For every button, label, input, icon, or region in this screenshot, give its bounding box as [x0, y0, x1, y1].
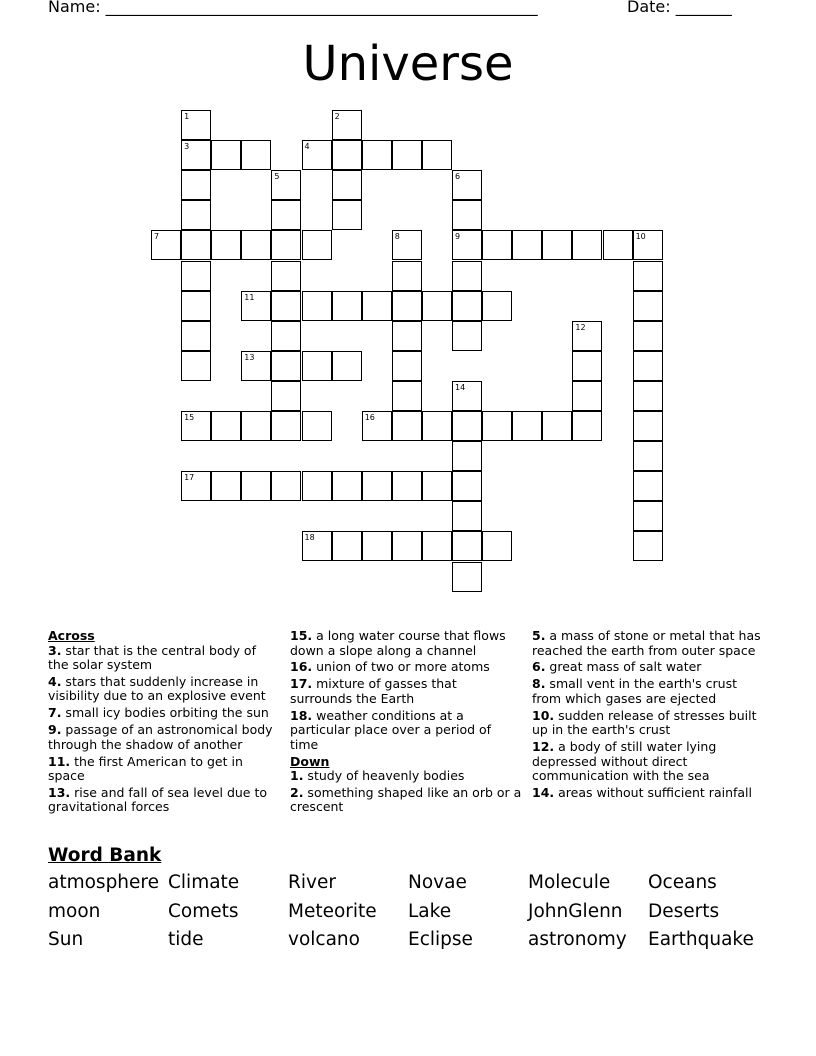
grid-cell[interactable]	[452, 501, 482, 531]
clue-number: 2.	[290, 784, 304, 800]
clue-number: 14.	[532, 784, 555, 800]
grid-cell[interactable]	[422, 411, 452, 441]
clue-text: a mass of stone or metal that has reached the earth from outer space	[532, 628, 761, 658]
grid-cell[interactable]	[181, 200, 211, 230]
clue-number: 6.	[532, 659, 546, 675]
clue-text: rise and fall of sea level due to gravitational forces	[48, 784, 268, 815]
grid-cell[interactable]	[633, 501, 663, 531]
grid-cell[interactable]	[332, 140, 362, 170]
clue-item	[48, 706, 280, 721]
clue-item	[290, 709, 522, 753]
cell-number: 15	[184, 413, 195, 422]
grid-cell[interactable]	[302, 471, 332, 501]
cell-number: 2	[334, 112, 340, 121]
grid-cell[interactable]	[271, 471, 301, 501]
clue-item	[290, 629, 522, 658]
word-bank-word: River	[288, 872, 336, 893]
word-bank-word: Eclipse	[408, 929, 473, 950]
word-bank-word: Molecule	[528, 872, 611, 893]
grid-cell[interactable]	[302, 411, 332, 441]
cell-number: 7	[154, 232, 160, 242]
grid-cell[interactable]	[271, 261, 301, 291]
grid-cell[interactable]	[271, 291, 301, 321]
grid-cell[interactable]	[392, 261, 422, 291]
grid-cell[interactable]	[211, 230, 241, 260]
word-bank-word: JohnGlenn	[528, 900, 623, 922]
word-bank-word: tide	[168, 929, 204, 950]
clue-number: 9.	[48, 722, 62, 738]
word-bank-word: astronomy	[528, 929, 627, 950]
word-bank-title: Word Bank	[48, 845, 162, 866]
grid-cell[interactable]	[332, 170, 362, 200]
grid-cell[interactable]	[452, 531, 482, 561]
cell-number: 9	[455, 232, 461, 242]
grid-cell[interactable]	[572, 411, 602, 441]
grid-cell[interactable]	[332, 110, 362, 140]
clue-number: 3.	[48, 642, 62, 658]
grid-cell[interactable]	[452, 200, 482, 230]
grid-cell[interactable]	[271, 411, 301, 441]
grid-cell[interactable]	[211, 411, 241, 441]
grid-cell[interactable]	[362, 411, 392, 441]
grid-cell[interactable]	[422, 531, 452, 561]
grid-cell[interactable]	[332, 471, 362, 501]
grid-cell[interactable]	[452, 261, 482, 291]
grid-cell[interactable]	[302, 291, 332, 321]
grid-cell[interactable]	[362, 140, 392, 170]
grid-cell[interactable]	[452, 441, 482, 471]
clue-item	[48, 786, 280, 815]
clue-column-2	[290, 629, 522, 817]
grid-cell[interactable]	[512, 411, 542, 441]
clue-item	[290, 786, 522, 815]
word-bank-word: volcano	[288, 929, 360, 950]
grid-cell[interactable]	[332, 200, 362, 230]
clue-number: 16.	[290, 659, 313, 675]
grid-cell[interactable]	[241, 291, 271, 321]
grid-cell[interactable]	[362, 471, 392, 501]
clue-text: something shaped like an orb or a crescent	[290, 784, 522, 815]
grid-cell[interactable]	[452, 321, 482, 351]
grid-cell[interactable]	[302, 140, 332, 170]
grid-cell[interactable]	[211, 140, 241, 170]
word-bank-word: Novae	[408, 872, 467, 893]
grid-cell[interactable]	[392, 291, 422, 321]
grid-cell[interactable]	[392, 230, 422, 260]
grid-cell[interactable]	[392, 381, 422, 411]
grid-cell[interactable]	[482, 230, 512, 260]
clue-item	[290, 769, 522, 784]
clue-number: 12.	[532, 739, 555, 755]
clue-text: a long water course that flows down a slope along a channel	[290, 628, 506, 658]
clue-text: areas without sufficient rainfall	[554, 784, 753, 800]
word-bank-word: Comets	[168, 900, 239, 922]
grid-cell[interactable]	[392, 411, 422, 441]
clue-item	[532, 709, 768, 738]
grid-cell[interactable]	[572, 321, 602, 351]
grid-cell[interactable]	[452, 291, 482, 321]
grid-cell[interactable]	[633, 261, 663, 291]
grid-cell[interactable]	[241, 140, 271, 170]
clue-text: star that is the central body of the solar system	[48, 642, 256, 672]
clue-text: weather conditions at a particular place over a period of time	[290, 707, 492, 752]
grid-cell[interactable]	[452, 411, 482, 441]
word-bank-word: Meteorite	[288, 900, 377, 922]
grid-cell[interactable]	[422, 291, 452, 321]
word-bank-word: Climate	[168, 872, 240, 893]
clue-number: 13.	[48, 784, 71, 800]
grid-cell[interactable]	[452, 471, 482, 501]
grid-cell[interactable]	[572, 381, 602, 411]
grid-cell[interactable]	[241, 351, 271, 381]
grid-cell[interactable]	[302, 351, 332, 381]
grid-cell[interactable]	[181, 411, 211, 441]
grid-cell[interactable]	[633, 321, 663, 351]
grid-cell[interactable]	[572, 230, 602, 260]
grid-cell[interactable]	[271, 170, 301, 200]
grid-cell[interactable]	[482, 291, 512, 321]
clue-number: 7.	[48, 705, 62, 721]
grid-cell[interactable]	[271, 230, 301, 260]
clue-text: union of two or more atoms	[312, 659, 490, 675]
grid-cell[interactable]	[181, 170, 211, 200]
cell-number: 6	[455, 172, 461, 182]
grid-cell[interactable]	[392, 531, 422, 561]
grid-cell[interactable]	[633, 351, 663, 381]
clue-number: 11.	[48, 753, 71, 769]
cell-number: 12	[575, 322, 586, 332]
clue-text: small icy bodies orbiting the sun	[61, 705, 269, 721]
page-title: Universe	[302, 36, 514, 92]
clue-text: great mass of salt water	[545, 659, 702, 675]
cell-number: 13	[244, 352, 255, 362]
clue-item	[290, 677, 522, 706]
clue-number: 10.	[532, 707, 555, 723]
clue-item	[290, 660, 522, 675]
grid-cell[interactable]	[482, 411, 512, 441]
clue-item	[48, 755, 280, 784]
grid-cell[interactable]	[332, 351, 362, 381]
grid-cell[interactable]	[633, 531, 663, 561]
clue-text: passage of an astronomical body through the shadow of another	[48, 722, 273, 752]
grid-cell[interactable]	[512, 230, 542, 260]
clue-column-1	[48, 629, 280, 817]
grid-cell[interactable]	[633, 230, 663, 260]
clue-number: 17.	[290, 676, 313, 692]
grid-cell[interactable]	[181, 321, 211, 351]
word-bank-word: Earthquake	[648, 929, 754, 950]
grid-cell[interactable]	[362, 531, 392, 561]
grid-cell[interactable]	[271, 200, 301, 230]
clue-text: the first American to get in space	[48, 753, 243, 784]
grid-cell[interactable]	[392, 140, 422, 170]
date-field-label: Date: _______	[627, 0, 732, 16]
clue-item	[532, 677, 768, 706]
clue-text: mixture of gasses that surrounds the Earth	[290, 676, 457, 706]
cell-number: 14	[455, 382, 466, 392]
grid-cell[interactable]	[181, 230, 211, 260]
word-bank-word: Deserts	[648, 900, 720, 922]
grid-cell[interactable]	[181, 291, 211, 321]
clue-item	[532, 740, 768, 784]
grid-cell[interactable]	[392, 471, 422, 501]
grid-cell[interactable]	[241, 471, 271, 501]
grid-cell[interactable]	[181, 110, 211, 140]
grid-cell[interactable]	[211, 471, 241, 501]
word-bank-word: moon	[48, 900, 101, 922]
clue-item	[48, 723, 280, 752]
down-heading: Down	[290, 753, 330, 769]
clue-text: a body of still water lying depressed without direct communication with the sea	[532, 739, 717, 784]
grid-cell[interactable]	[452, 381, 482, 411]
grid-cell[interactable]	[181, 140, 211, 170]
clue-number: 5.	[532, 628, 546, 643]
grid-cell[interactable]	[422, 140, 452, 170]
grid-cell[interactable]	[482, 531, 512, 561]
clue-item	[48, 644, 280, 673]
clue-text: study of heavenly bodies	[303, 768, 465, 784]
cell-number: 8	[394, 232, 400, 242]
word-bank-word: Oceans	[648, 872, 717, 893]
grid-cell[interactable]	[181, 261, 211, 291]
cell-number: 5	[274, 172, 280, 182]
cell-number: 1	[184, 112, 190, 121]
grid-cell[interactable]	[633, 471, 663, 501]
grid-cell[interactable]	[633, 411, 663, 441]
grid-cell[interactable]	[181, 351, 211, 381]
clue-item	[532, 629, 768, 658]
cell-number: 18	[304, 533, 315, 543]
grid-cell[interactable]	[603, 230, 633, 260]
grid-cell[interactable]	[452, 562, 482, 592]
grid-cell[interactable]	[362, 291, 392, 321]
grid-cell[interactable]	[332, 531, 362, 561]
grid-cell[interactable]	[181, 471, 211, 501]
clue-number: 8.	[532, 676, 546, 692]
name-field-label: Name: ______________________________________________________	[48, 0, 538, 16]
clue-number: 1.	[290, 768, 304, 784]
word-bank-word: Lake	[408, 900, 452, 922]
word-bank-word: Sun	[48, 929, 84, 950]
grid-cell[interactable]	[452, 170, 482, 200]
clue-text: stars that suddenly increase in visibility due to an explosive event	[48, 673, 266, 704]
grid-cell[interactable]	[633, 441, 663, 471]
cell-number: 16	[364, 413, 375, 422]
grid-cell[interactable]	[392, 351, 422, 381]
grid-cell[interactable]	[151, 230, 181, 260]
grid-cell[interactable]	[302, 531, 332, 561]
grid-cell[interactable]	[241, 411, 271, 441]
grid-cell[interactable]	[542, 411, 572, 441]
clue-number: 18.	[290, 707, 313, 723]
cell-number: 17	[184, 473, 195, 483]
clue-text: small vent in the earth's crust from which gases are ejected	[532, 676, 738, 706]
cell-number: 10	[635, 232, 646, 242]
grid-cell[interactable]	[302, 230, 332, 260]
clue-item	[532, 660, 768, 675]
clue-text: sudden release of stresses built up in the earth's crust	[532, 707, 757, 738]
clue-column-3	[532, 629, 768, 803]
clue-number: 15.	[290, 628, 313, 643]
clue-item	[532, 786, 768, 801]
grid-cell[interactable]	[271, 381, 301, 411]
grid-cell[interactable]	[271, 351, 301, 381]
grid-cell[interactable]	[241, 230, 271, 260]
word-bank-word: atmosphere	[48, 872, 159, 893]
clue-item	[48, 675, 280, 704]
grid-cell[interactable]	[271, 321, 301, 351]
clue-number: 4.	[48, 673, 62, 689]
grid-cell[interactable]	[392, 321, 422, 351]
across-heading: Across	[48, 628, 95, 643]
cell-number: 4	[304, 142, 310, 152]
grid-cell[interactable]	[422, 471, 452, 501]
grid-cell[interactable]	[542, 230, 572, 260]
grid-cell[interactable]	[572, 351, 602, 381]
grid-cell[interactable]	[633, 381, 663, 411]
cell-number: 3	[184, 142, 190, 152]
grid-cell[interactable]	[332, 291, 362, 321]
cell-number: 11	[244, 292, 255, 302]
grid-cell[interactable]	[633, 291, 663, 321]
grid-cell[interactable]	[452, 230, 482, 260]
